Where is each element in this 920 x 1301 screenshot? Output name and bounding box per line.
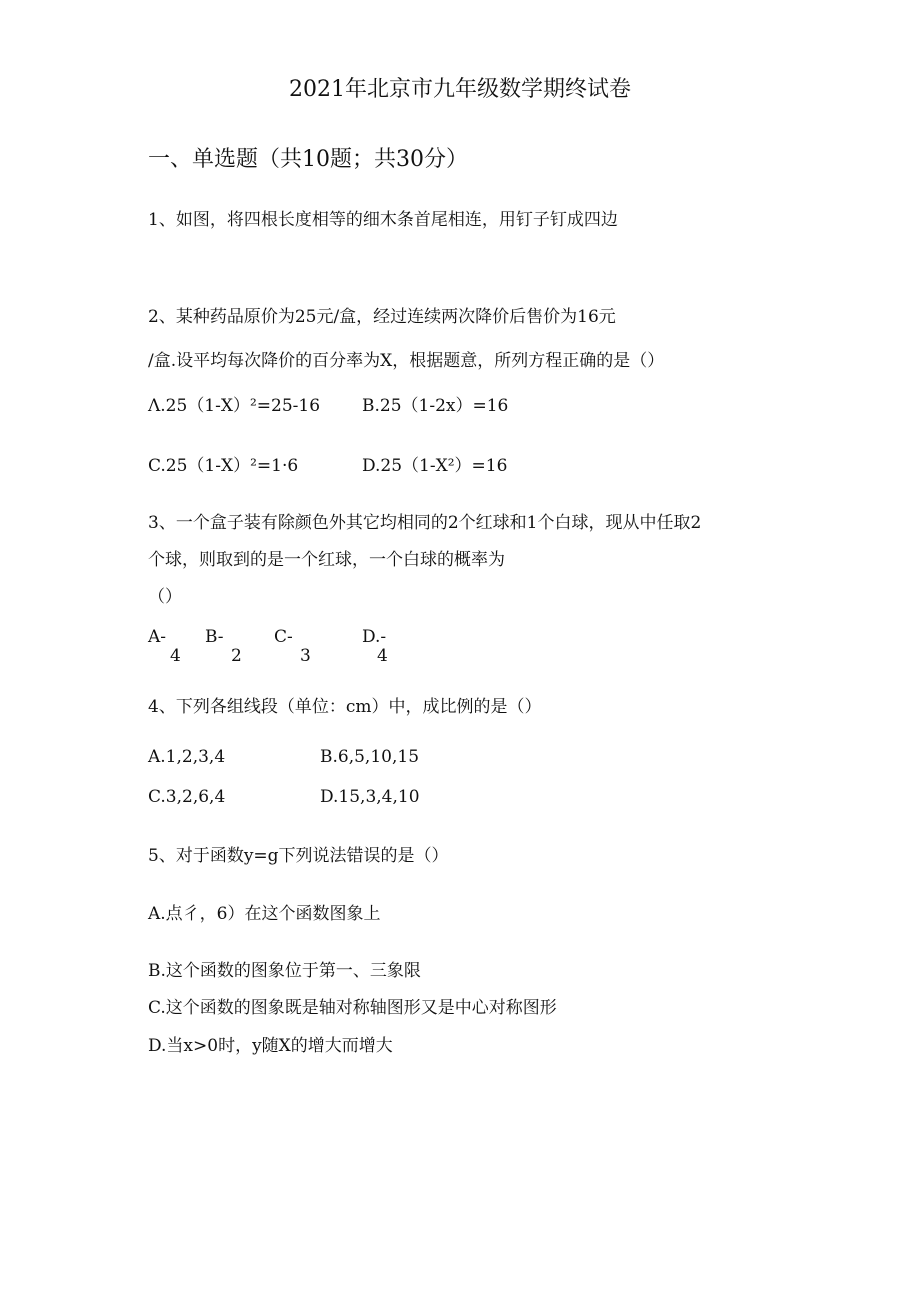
question-5-option-a: A.点彳，6）在这个函数图象上 (148, 904, 381, 924)
question-3-option-c-denominator: 3 (300, 646, 311, 666)
question-3-option-b: B- (205, 627, 224, 647)
question-4-option-b: B.6,5,10,15 (320, 747, 420, 767)
question-2-option-d: D.25（1-X²）=16 (362, 456, 508, 476)
question-4-option-d: D.15,3,4,10 (320, 787, 420, 807)
question-1: 1、如图，将四根长度相等的细木条首尾相连，用钉子钉成四边 (148, 210, 618, 230)
question-2-line-1: 2、某种药品原价为25元/盒，经过连续两次降价后售价为16元 (148, 307, 616, 327)
question-3-option-c: C- (274, 627, 293, 647)
question-5: 5、对于函数y=g下列说法错误的是（） (148, 846, 449, 866)
question-4-option-c: C.3,2,6,4 (148, 787, 226, 807)
question-4-option-a: A.1,2,3,4 (148, 747, 226, 767)
question-3-option-d-denominator: 4 (377, 646, 388, 666)
question-3-option-d: D.- (362, 627, 387, 647)
question-5-option-c: C.这个函数的图象既是轴对称轴图形又是中心对称图形 (148, 998, 557, 1018)
question-4: 4、下列各组线段（单位：cm）中，成比例的是（） (148, 697, 542, 717)
page-title: 2021年北京市九年级数学期终试卷 (289, 77, 631, 102)
question-2-option-a: Λ.25（1-X）²=25-16 (148, 396, 321, 416)
question-3-line-3: （） (148, 587, 182, 607)
question-5-option-b: B.这个函数的图象位于第一、三象限 (148, 961, 421, 981)
question-2-option-b: B.25（1-2x）=16 (362, 396, 509, 416)
question-3-option-b-denominator: 2 (231, 646, 242, 666)
question-2-line-2: /盒.设平均每次降价的百分率为X，根据题意，所列方程正确的是（） (148, 351, 665, 371)
question-3-option-a-denominator: 4 (170, 646, 181, 666)
question-5-option-d: D.当x>0时，y随X的增大而增大 (148, 1036, 393, 1056)
question-3-option-a: A- (148, 627, 167, 647)
question-3-line-1: 3、一个盒子装有除颜色外其它均相同的2个红球和1个白球，现从中任取2 (148, 513, 702, 533)
question-2-option-c: C.25（1-X）²=1·6 (148, 456, 299, 476)
question-3-line-2: 个球，则取到的是一个红球，一个白球的概率为 (148, 550, 505, 570)
section-heading: 一、单选题（共10题；共30分） (148, 147, 468, 172)
